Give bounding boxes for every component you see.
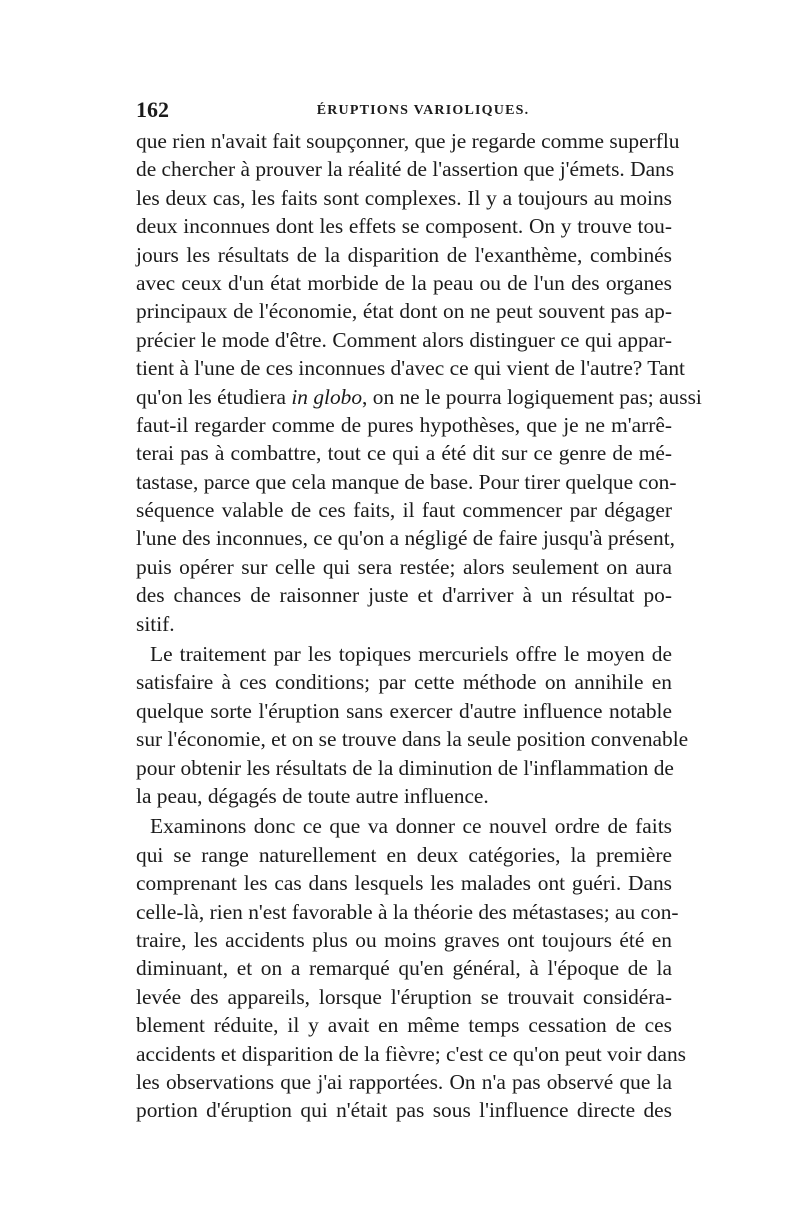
text-line: blement réduite, il y avait en même temps cessation de ces bbox=[136, 1013, 672, 1038]
text-line: diminuant, et on a remarqué qu'en général, à l'époque de la bbox=[136, 956, 672, 981]
text-line: quelque sorte l'éruption sans exercer d'autre influence notable bbox=[136, 698, 672, 723]
text-line: des chances de raisonner juste et d'arriver à un résultat po- bbox=[136, 583, 672, 608]
text-line: sitif. bbox=[136, 611, 175, 636]
text-line-with-italic bbox=[136, 383, 702, 411]
running-title: ÉRUPTIONS VARIOLIQUES. bbox=[316, 103, 530, 118]
text-line: avec ceux d'un état morbide de la peau ou de l'un des organes bbox=[136, 270, 672, 295]
page-number: 162 bbox=[136, 97, 169, 122]
text-line: levée des appareils, lorsque l'éruption se trouvait considéra- bbox=[136, 984, 672, 1009]
text-line: celle-là, rien n'est favorable à la théorie des métastases; au con- bbox=[136, 899, 679, 924]
text-line: tient à l'une de ces inconnues d'avec ce qui vient de l'autre? Tant bbox=[136, 356, 685, 381]
text-line: portion d'éruption qui n'était pas sous l'influence directe des bbox=[136, 1098, 672, 1123]
text-line: deux inconnues dont les effets se composent. On y trouve tou- bbox=[136, 214, 672, 239]
running-head bbox=[136, 96, 680, 124]
text-line: précier le mode d'être. Comment alors distinguer ce qui appar- bbox=[136, 327, 672, 352]
text-line: de chercher à prouver la réalité de l'assertion que j'émets. Dans bbox=[136, 157, 675, 182]
text-line: satisfaire à ces conditions; par cette méthode on annihile en bbox=[136, 670, 672, 695]
text-line: terai pas à combattre, tout ce qui a été dit sur ce genre de mé- bbox=[136, 441, 672, 466]
text-line: l'une des inconnues, ce qu'on a négligé de faire jusqu'à présent, bbox=[136, 526, 676, 551]
paragraph-3 bbox=[136, 812, 687, 1124]
text-line: traire, les accidents plus ou moins graves ont toujours été en bbox=[136, 927, 672, 952]
text-line: sur l'économie, et on se trouve dans la seule position convenable bbox=[136, 727, 689, 752]
text-line: Le traitement par les topiques mercuriels offre le moyen de bbox=[150, 642, 672, 667]
text-line: pour obtenir les résultats de la diminution de l'inflammation de bbox=[136, 755, 674, 780]
text-line: accidents et disparition de la fièvre; c'est ce qu'on peut voir dans bbox=[136, 1041, 687, 1066]
text-line: jours les résultats de la disparition de l'exanthème, combinés bbox=[136, 242, 672, 267]
body-text bbox=[136, 127, 702, 1125]
paragraph-1 bbox=[136, 127, 702, 638]
italic-phrase: in globo bbox=[291, 384, 363, 409]
text-line: que rien n'avait fait soupçonner, que je regarde comme superflu bbox=[136, 129, 680, 153]
text-line: puis opérer sur celle qui sera restée; alors seulement on aura bbox=[136, 554, 672, 579]
text-line: qui se range naturellement en deux catégories, la première bbox=[136, 842, 672, 867]
text-line: faut-il regarder comme de pures hypothèses, que je ne m'arrê- bbox=[136, 412, 672, 437]
text-line: les observations que j'ai rapportées. On n'a pas observé que la bbox=[136, 1069, 672, 1094]
text-segment: , on ne le pourra logiquement pas; aussi bbox=[362, 384, 702, 409]
text-segment: qu'on les étudiera bbox=[136, 384, 292, 409]
text-line: comprenant les cas dans lesquels les malades ont guéri. Dans bbox=[136, 871, 672, 896]
text-line: séquence valable de ces faits, il faut commencer par dégager bbox=[136, 498, 672, 523]
text-line: tastase, parce que cela manque de base. Pour tirer quelque con- bbox=[136, 469, 677, 494]
paragraph-2 bbox=[136, 640, 689, 810]
text-line: les deux cas, les faits sont complexes. Il y a toujours au moins bbox=[136, 185, 672, 210]
text-line: principaux de l'économie, état dont on ne peut souvent pas ap- bbox=[136, 299, 672, 324]
text-line: la peau, dégagés de toute autre influence. bbox=[136, 783, 489, 808]
text-line: Examinons donc ce que va donner ce nouvel ordre de faits bbox=[150, 814, 672, 839]
